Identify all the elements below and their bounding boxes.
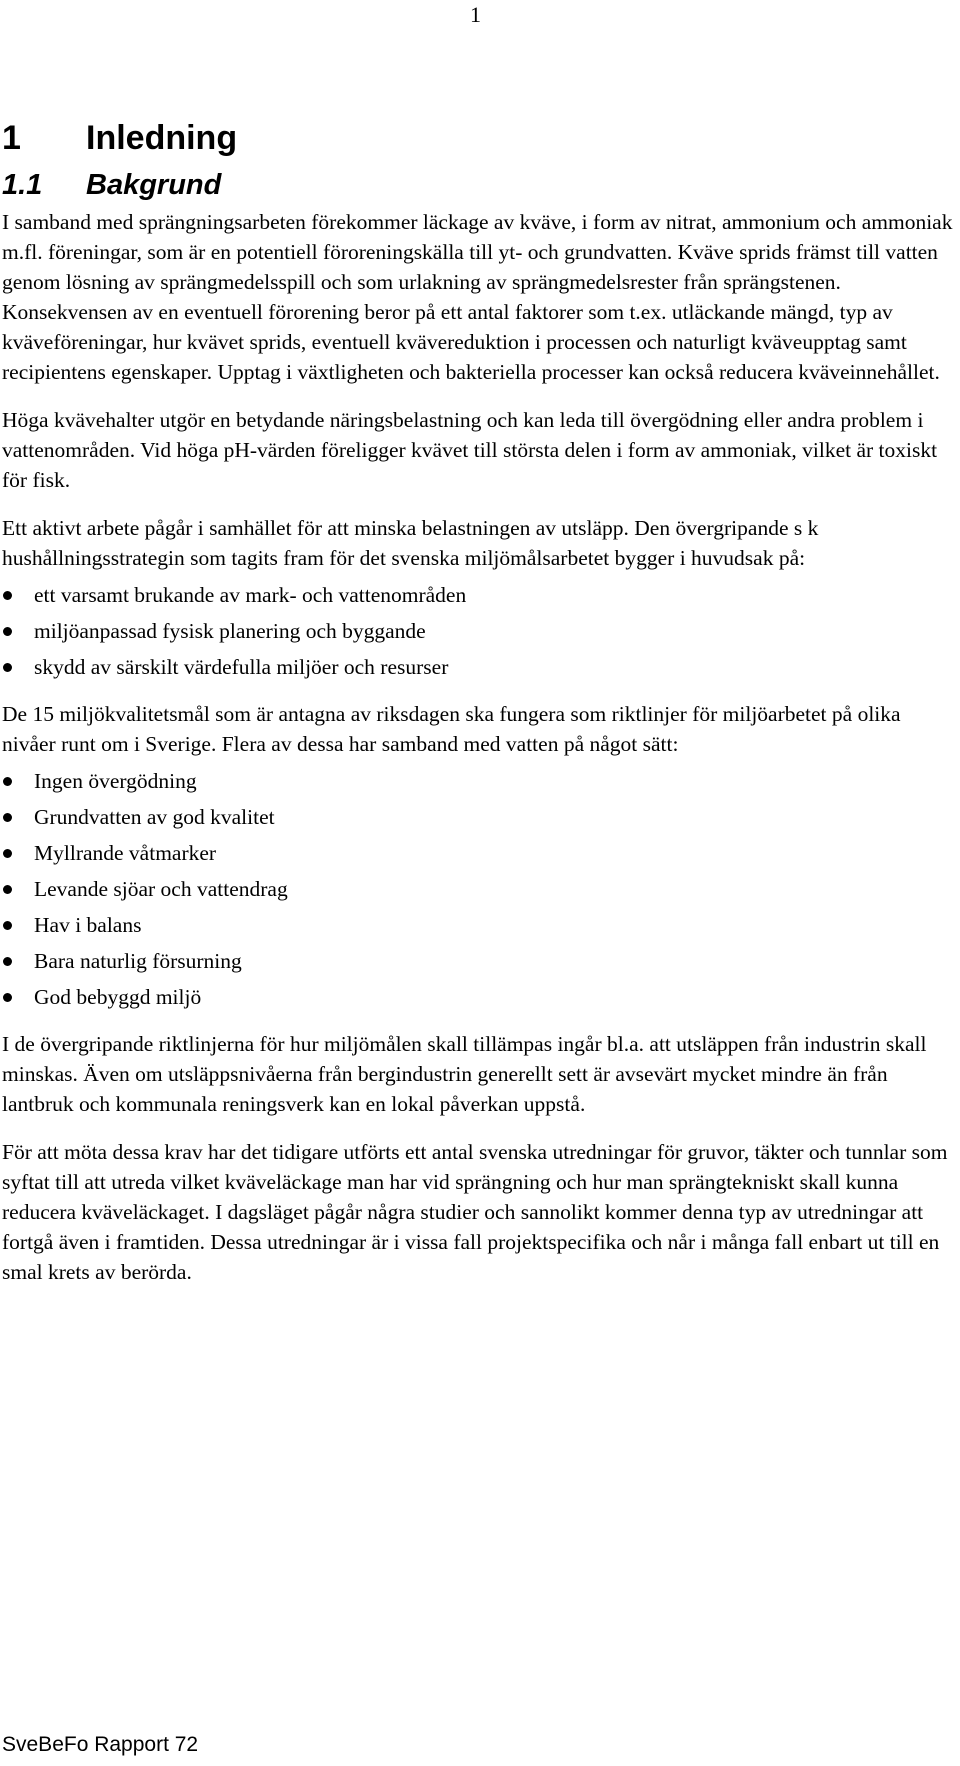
list-item: miljöanpassad fysisk planering och byggande [2, 613, 958, 649]
goals-list [2, 763, 958, 1015]
list-item: Hav i balans [2, 907, 958, 943]
section-title: Bakgrund [86, 169, 222, 201]
list-item: Bara naturlig försurning [2, 943, 958, 979]
list-item: skydd av särskilt värdefulla miljöer och resurser [2, 649, 958, 685]
list-item: Ingen övergödning [2, 763, 958, 799]
paragraph-background: I samband med sprängningsarbeten förekommer läckage av kväve, i form av nitrat, ammonium och ammoniak m.fl. föreningar, som är en potentiell föroreningskälla till yt- och grundvatten. Kväve sprids främst till vatten genom lösning av sprängmedelsspill och som urlakning av sprängmedelsrester från sprängstenen. Konsekvensen av en eventuell förorening beror på ett antal faktorer som t.ex. utläckande mängd, typ av kväveföreningar, hur kvävet sprids, eventuell kvävereduktion i processen och naturligt kväveupptag samt recipientens egenskaper. Upptag i växtligheten och bakteriella processer kan också reducera kväveinnehållet. [2, 210, 953, 384]
list-item: Levande sjöar och vattendrag [2, 871, 958, 907]
paragraph-quality-goals: De 15 miljökvalitetsmål som är antagna av riksdagen ska fungera som riktlinjer för miljöarbetet på olika nivåer runt om i Sverige. Flera av dessa har samband med vatten på något sätt: [2, 702, 901, 756]
paragraph-investigations: För att möta dessa krav har det tidigare utförts ett antal svenska utredningar för gruvor, täkter och tunnlar som syftat till att utreda vilket kväveläckage man har vid sprängning och hur man sprängtekniskt skall kunna reducera kväveläckaget. I dagsläget pågår några studier och sannolikt kommer denna typ av utredningar att fortgå även i framtiden. Dessa utredningar är i vissa fall projektspecifika och når i många fall enbart ut till en smal krets av berörda. [2, 1140, 948, 1284]
strategy-list [2, 577, 958, 685]
section-heading [2, 168, 958, 202]
paragraph-nitrogen-levels: Höga kvävehalter utgör en betydande näringsbelastning och kan leda till övergödning eller andra problem i vattenområden. Vid höga pH-värden föreligger kvävet till största delen i form av ammoniak, vilket är toxiskt för fisk. [2, 408, 938, 492]
document-body [2, 118, 958, 1305]
list-item: ett varsamt brukande av mark- och vattenområden [2, 577, 958, 613]
page-footer: SveBeFo Rapport 72 [2, 1733, 199, 1756]
chapter-title: Inledning [86, 119, 238, 157]
page-number: 1 [470, 2, 481, 27]
list-item: God bebyggd miljö [2, 979, 958, 1015]
list-item: Myllrande våtmarker [2, 835, 958, 871]
chapter-number: 1 [2, 119, 21, 157]
paragraph-strategy: Ett aktivt arbete pågår i samhället för att minska belastningen av utsläpp. Den övergripande s k hushållningsstrategin som tagits fram för det svenska miljömålsarbetet bygger i huvudsak på: [2, 516, 819, 570]
paragraph-guidelines: I de övergripande riktlinjerna för hur miljömålen skall tillämpas ingår bl.a. att utsläppen från industrin skall minskas. Även om utsläppsnivåerna från bergindustrin generellt sett är avsevärt mycket mindre än från lantbruk och kommunala reningsverk kan en lokal påverkan uppstå. [2, 1032, 927, 1116]
list-item: Grundvatten av god kvalitet [2, 799, 958, 835]
chapter-heading [2, 118, 958, 158]
section-number: 1.1 [2, 169, 43, 201]
